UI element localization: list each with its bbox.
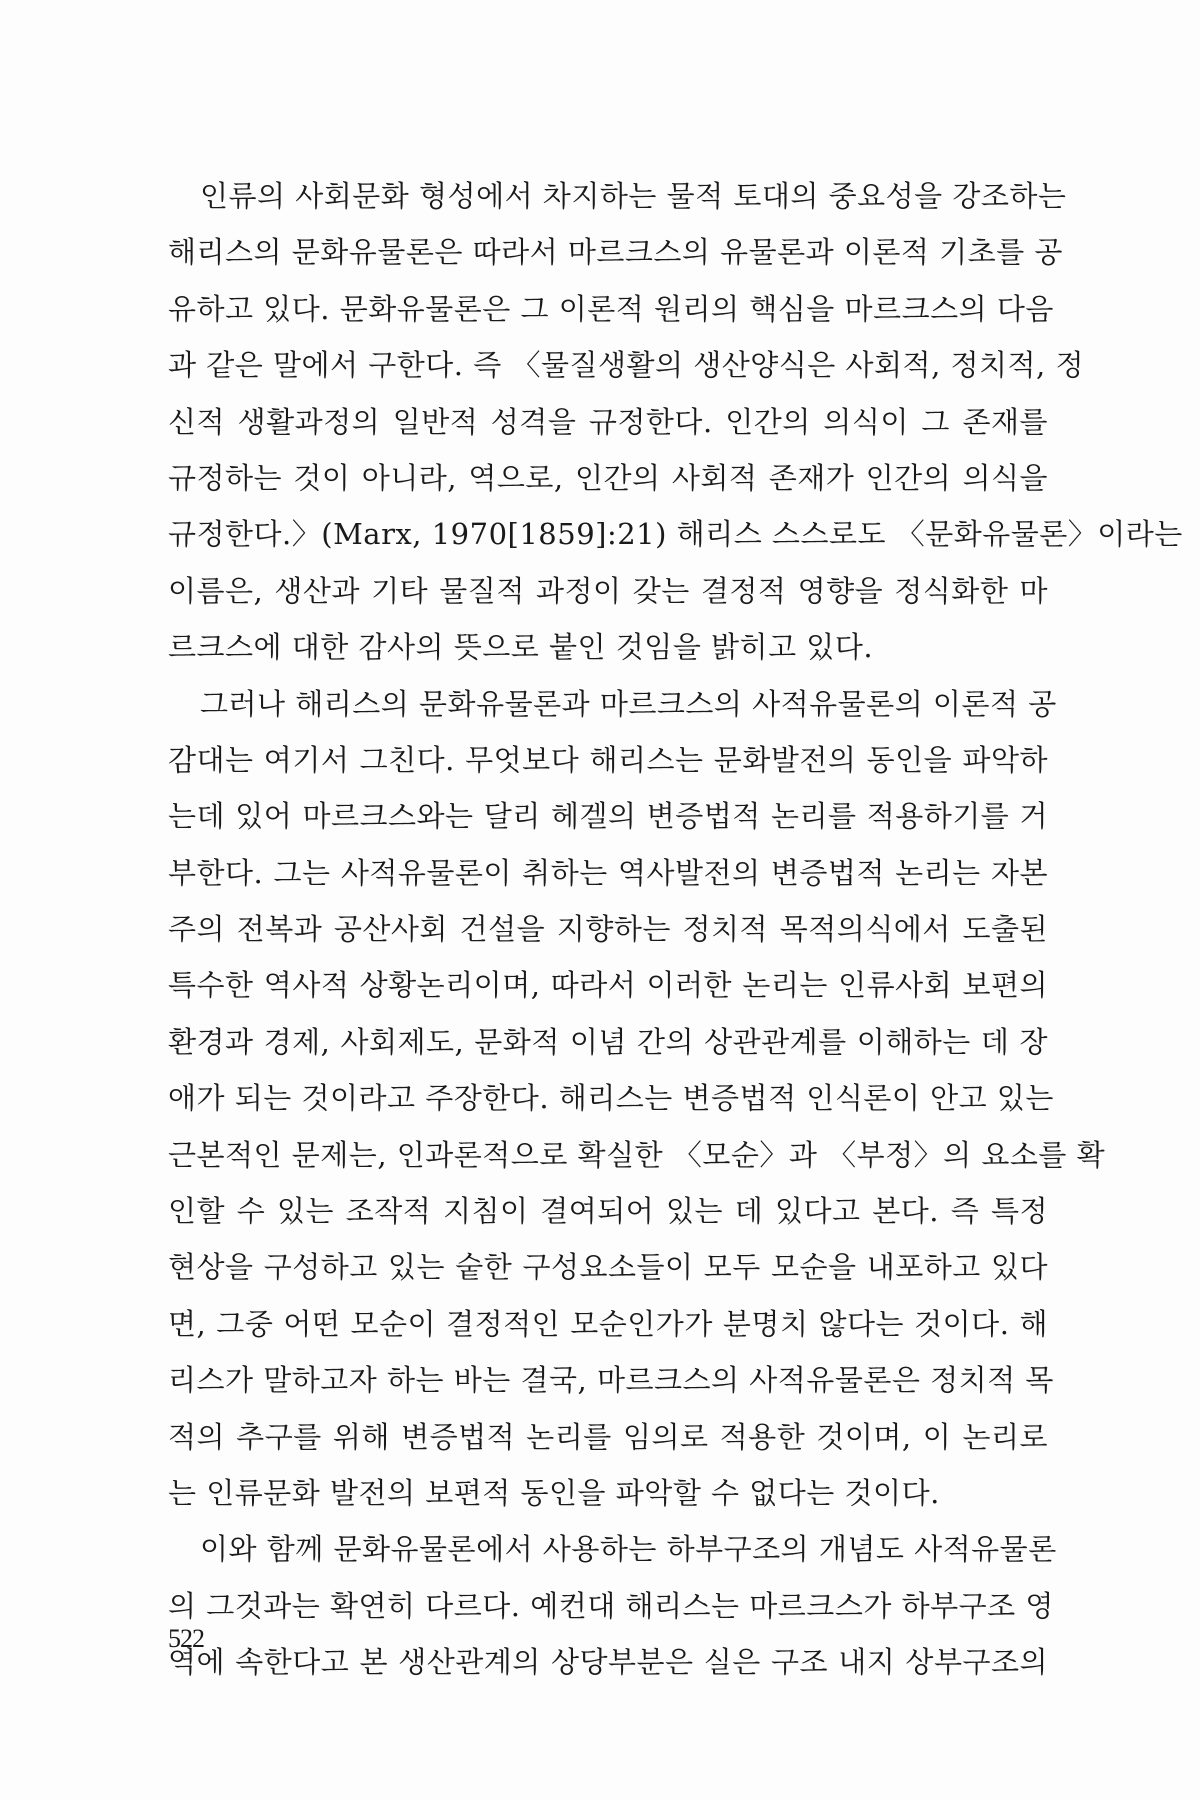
text-line: 현상을 구성하고 있는 숱한 구성요소들이 모두 모순을 내포하고 있다 <box>168 1250 1048 1285</box>
text-line: 는데 있어 마르크스와는 달리 헤겔의 변증법적 논리를 적용하기를 거 <box>168 799 1048 834</box>
paragraph-1 <box>168 168 1183 676</box>
text-line: 특수한 역사적 상황논리이며, 따라서 이러한 논리는 인류사회 보편의 <box>168 968 1048 1003</box>
text-line: 이와 함께 문화유물론에서 사용하는 하부구조의 개념도 사적유물론 <box>200 1532 1057 1567</box>
text-line: 감대는 여기서 그친다. 무엇보다 해리스는 문화발전의 동인을 파악하 <box>168 742 1048 777</box>
paragraph-2 <box>168 676 1106 1522</box>
text-line: 이름은, 생산과 기타 물질적 과정이 갖는 결정적 영향을 정식화한 마 <box>168 573 1048 608</box>
page-number: 522 <box>168 1624 204 1653</box>
text-line: 역에 속한다고 본 생산관계의 상당부분은 실은 구조 내지 상부구조의 <box>168 1645 1048 1680</box>
body-text <box>168 168 1183 1691</box>
text-line: 규정한다.〉(Marx, 1970[1859]:21) 해리스 스스로도 〈문화유물론〉이라는 <box>168 517 1183 552</box>
text-line: 유하고 있다. 문화유물론은 그 이론적 원리의 핵심을 마르크스의 다음 <box>168 291 1054 326</box>
text-line: 과 같은 말에서 구한다. 즉 〈물질생활의 생산양식은 사회적, 정치적, 정 <box>168 348 1084 383</box>
text-line: 는 인류문화 발전의 보편적 동인을 파악할 수 없다는 것이다. <box>168 1475 940 1510</box>
text-line: 신적 생활과정의 일반적 성격을 규정한다. 인간의 의식이 그 존재를 <box>168 404 1048 439</box>
text-line: 인할 수 있는 조작적 지침이 결여되어 있는 데 있다고 본다. 즉 특정 <box>168 1194 1048 1229</box>
text-line: 주의 전복과 공산사회 건설을 지향하는 정치적 목적의식에서 도출된 <box>168 912 1048 947</box>
text-line: 리스가 말하고자 하는 바는 결국, 마르크스의 사적유물론은 정치적 목 <box>168 1363 1054 1398</box>
text-line: 르크스에 대한 감사의 뜻으로 붙인 것임을 밝히고 있다. <box>168 630 874 665</box>
text-line: 해리스의 문화유물론은 따라서 마르크스의 유물론과 이론적 기초를 공 <box>168 235 1063 270</box>
text-line: 인류의 사회문화 형성에서 차지하는 물적 토대의 중요성을 강조하는 <box>200 179 1067 213</box>
text-line: 의 그것과는 확연히 다르다. 예컨대 해리스는 마르크스가 하부구조 영 <box>168 1588 1054 1623</box>
text-line: 환경과 경제, 사회제도, 문화적 이념 간의 상관관계를 이해하는 데 장 <box>168 1024 1048 1059</box>
paragraph-3 <box>168 1521 1057 1690</box>
text-line: 규정하는 것이 아니라, 역으로, 인간의 사회적 존재가 인간의 의식을 <box>168 460 1048 495</box>
text-line: 애가 되는 것이라고 주장한다. 해리스는 변증법적 인식론이 안고 있는 <box>168 1081 1054 1116</box>
text-line: 그러나 해리스의 문화유물론과 마르크스의 사적유물론의 이론적 공 <box>200 686 1057 721</box>
text-line: 근본적인 문제는, 인과론적으로 확실한 〈모순〉과 〈부정〉의 요소를 확 <box>168 1137 1106 1172</box>
text-line: 적의 추구를 위해 변증법적 논리를 임의로 적용한 것이며, 이 논리로 <box>168 1419 1048 1454</box>
text-line: 부한다. 그는 사적유물론이 취하는 역사발전의 변증법적 논리는 자본 <box>168 855 1048 890</box>
text-line: 면, 그중 어떤 모순이 결정적인 모순인가가 분명치 않다는 것이다. 해 <box>168 1306 1048 1341</box>
